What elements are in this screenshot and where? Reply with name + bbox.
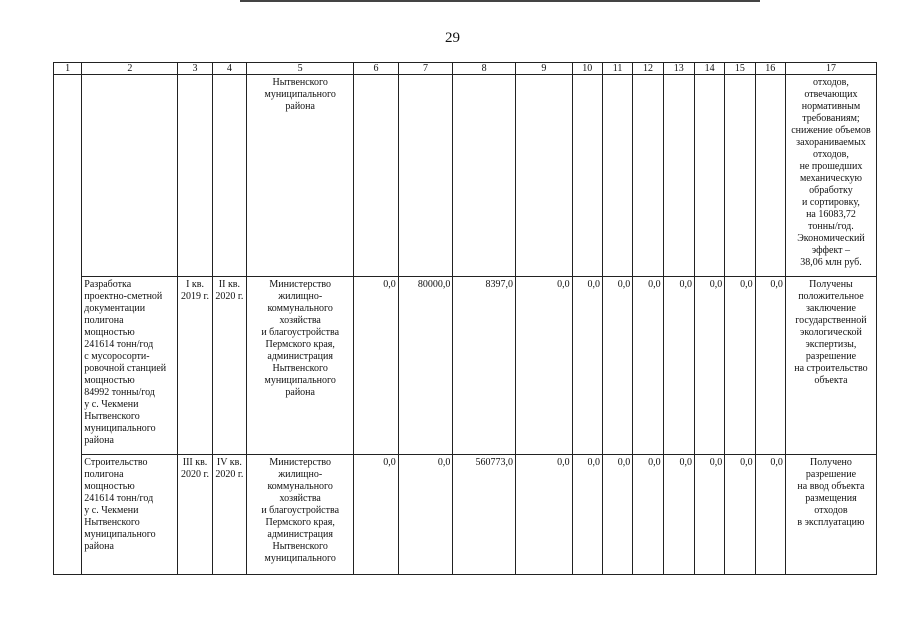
value-cell xyxy=(354,75,398,277)
header-cell: 9 xyxy=(516,63,573,75)
value-cell xyxy=(663,75,694,277)
value-cell: 0,0 xyxy=(694,455,724,575)
value-cell xyxy=(694,75,724,277)
value-cell: 0,0 xyxy=(354,277,398,455)
value-cell: 0,0 xyxy=(755,277,785,455)
end-quarter-cell xyxy=(212,75,246,277)
value-cell xyxy=(633,75,663,277)
end-quarter-cell: II кв. 2020 г. xyxy=(212,277,246,455)
value-cell xyxy=(453,75,516,277)
executor-cell: Министерство жилищно- коммунального хозяйства и благоустройства Пермского края, администрация Нытвенского муниципального xyxy=(247,455,354,575)
header-cell: 1 xyxy=(54,63,82,75)
start-quarter-cell: III кв. 2020 г. xyxy=(178,455,212,575)
header-cell: 4 xyxy=(212,63,246,75)
value-cell: 0,0 xyxy=(725,277,755,455)
header-cell: 5 xyxy=(247,63,354,75)
header-cell: 3 xyxy=(178,63,212,75)
measure-cell xyxy=(82,75,178,277)
value-cell: 0,0 xyxy=(633,277,663,455)
header-cell: 17 xyxy=(785,63,876,75)
value-cell xyxy=(572,75,602,277)
value-cell: 0,0 xyxy=(633,455,663,575)
column-number-row xyxy=(54,63,877,75)
value-cell: 80000,0 xyxy=(398,277,453,455)
value-cell: 560773,0 xyxy=(453,455,516,575)
header-cell: 12 xyxy=(633,63,663,75)
value-cell: 0,0 xyxy=(572,277,602,455)
header-cell: 7 xyxy=(398,63,453,75)
value-cell: 0,0 xyxy=(572,455,602,575)
header-cell: 10 xyxy=(572,63,602,75)
header-cell: 14 xyxy=(694,63,724,75)
data-table xyxy=(53,62,877,575)
start-quarter-cell: I кв. 2019 г. xyxy=(178,277,212,455)
value-cell: 0,0 xyxy=(602,277,632,455)
executor-cell: Министерство жилищно- коммунального хозяйства и благоустройства Пермского края, администрация Нытвенского муниципального района xyxy=(247,277,354,455)
header-cell: 15 xyxy=(725,63,755,75)
row-number-cell xyxy=(54,75,82,575)
value-cell: 0,0 xyxy=(602,455,632,575)
result-cell: Получено разрешение на ввод объекта размещения отходов в эксплуатацию xyxy=(785,455,876,575)
top-edge-line xyxy=(240,0,760,2)
header-cell: 2 xyxy=(82,63,178,75)
result-cell: Получены положительное заключение государственной экологической экспертизы, разрешение на строительство объекта xyxy=(785,277,876,455)
value-cell: 0,0 xyxy=(354,455,398,575)
value-cell xyxy=(725,75,755,277)
value-cell: 0,0 xyxy=(516,455,573,575)
value-cell: 0,0 xyxy=(755,455,785,575)
measure-cell: Строительство полигона мощностью 241614 тонн/год у с. Чекмени Нытвенского муниципального района xyxy=(82,455,178,575)
end-quarter-cell: IV кв. 2020 г. xyxy=(212,455,246,575)
table-row xyxy=(54,75,877,277)
value-cell xyxy=(602,75,632,277)
header-cell: 13 xyxy=(663,63,694,75)
page-number: 29 xyxy=(445,30,460,46)
value-cell xyxy=(516,75,573,277)
value-cell: 0,0 xyxy=(694,277,724,455)
value-cell: 8397,0 xyxy=(453,277,516,455)
header-cell: 6 xyxy=(354,63,398,75)
start-quarter-cell xyxy=(178,75,212,277)
table-row xyxy=(54,277,877,455)
value-cell: 0,0 xyxy=(398,455,453,575)
value-cell: 0,0 xyxy=(663,277,694,455)
measure-cell: Разработка проектно-сметной документации полигона мощностью 241614 тонн/год с мусоросорти- ровочной станцией мощностью 84992 тонны/год у с. Чекмени Нытвенского муниципального района xyxy=(82,277,178,455)
executor-cell: Нытвенского муниципального района xyxy=(247,75,354,277)
table-row xyxy=(54,455,877,575)
value-cell: 0,0 xyxy=(663,455,694,575)
result-cell: отходов, отвечающих нормативным требованиям; снижение объемов захораниваемых отходов, не прошедших механическую обработку и сортировку, на 16083,72 тонны/год. Экономический эффект – 38,06 млн руб. xyxy=(785,75,876,277)
header-cell: 11 xyxy=(602,63,632,75)
header-cell: 16 xyxy=(755,63,785,75)
value-cell xyxy=(398,75,453,277)
value-cell: 0,0 xyxy=(516,277,573,455)
value-cell: 0,0 xyxy=(725,455,755,575)
header-cell: 8 xyxy=(453,63,516,75)
value-cell xyxy=(755,75,785,277)
